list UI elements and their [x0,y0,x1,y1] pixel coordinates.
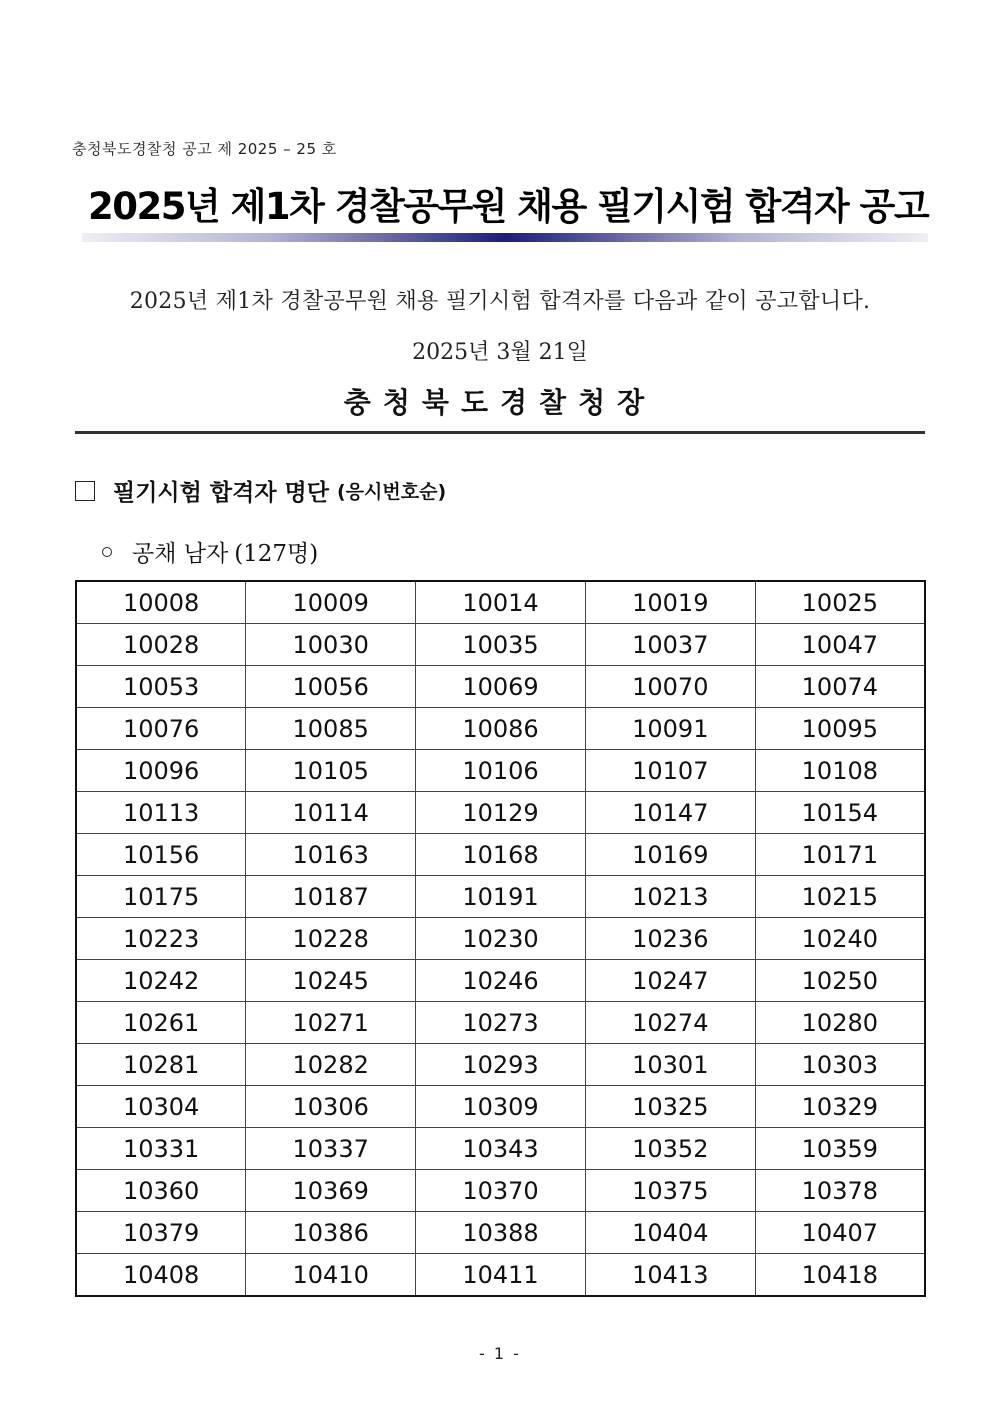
exam-number-cell: 10147 [585,792,755,834]
exam-number-cell: 10215 [755,876,925,918]
exam-number-cell: 10009 [246,581,416,624]
exam-number-cell: 10095 [755,708,925,750]
title-underline [82,233,928,242]
exam-number-cell: 10191 [416,876,586,918]
group-heading [102,535,318,568]
table-row [76,708,925,750]
exam-number-cell: 10230 [416,918,586,960]
exam-number-cell: 10047 [755,624,925,666]
exam-number-cell: 10282 [246,1044,416,1086]
exam-number-cell: 10293 [416,1044,586,1086]
exam-number-cell: 10245 [246,960,416,1002]
exam-number-cell: 10086 [416,708,586,750]
exam-number-cell: 10223 [76,918,246,960]
table-row [76,792,925,834]
exam-number-cell: 10085 [246,708,416,750]
table-row [76,960,925,1002]
exam-number-cell: 10240 [755,918,925,960]
exam-number-cell: 10375 [585,1170,755,1212]
exam-number-cell: 10069 [416,666,586,708]
exam-number-cell: 10228 [246,918,416,960]
table-row [76,1002,925,1044]
exam-number-cell: 10408 [76,1254,246,1297]
results-table [75,580,926,1297]
exam-number-cell: 10352 [585,1128,755,1170]
section-heading-text: 필기시험 합격자 명단 [113,480,329,506]
exam-number-cell: 10242 [76,960,246,1002]
exam-number-cell: 10404 [585,1212,755,1254]
exam-number-cell: 10370 [416,1170,586,1212]
exam-number-cell: 10129 [416,792,586,834]
exam-number-cell: 10025 [755,581,925,624]
exam-number-cell: 10171 [755,834,925,876]
page-number: - 1 - [479,1344,521,1363]
issuer-name: 충청북도경찰청장 [343,386,657,419]
exam-number-cell: 10274 [585,1002,755,1044]
exam-number-cell: 10418 [755,1254,925,1297]
exam-number-cell: 10030 [246,624,416,666]
table-row [76,918,925,960]
exam-number-cell: 10247 [585,960,755,1002]
intro-text: 2025년 제1차 경찰공무원 채용 필기시험 합격자를 다음과 같이 공고합니다. [129,289,871,314]
results-table-container [75,580,926,1297]
exam-number-cell: 10108 [755,750,925,792]
exam-number-cell: 10053 [76,666,246,708]
exam-number-cell: 10074 [755,666,925,708]
exam-number-cell: 10035 [416,624,586,666]
section-heading [75,474,446,507]
exam-number-cell: 10411 [416,1254,586,1297]
exam-number-cell: 10378 [755,1170,925,1212]
table-row [76,1212,925,1254]
exam-number-cell: 10359 [755,1128,925,1170]
exam-number-cell: 10261 [76,1002,246,1044]
exam-number-cell: 10014 [416,581,586,624]
table-row [76,1254,925,1297]
exam-number-cell: 10369 [246,1170,416,1212]
table-row [76,1170,925,1212]
exam-number-cell: 10250 [755,960,925,1002]
exam-number-cell: 10281 [76,1044,246,1086]
table-row [76,624,925,666]
table-row [76,1044,925,1086]
exam-number-cell: 10037 [585,624,755,666]
exam-number-cell: 10325 [585,1086,755,1128]
exam-number-cell: 10303 [755,1044,925,1086]
notice-number: 충청북도경찰청 공고 제 2025 – 25 호 [72,140,337,158]
exam-number-cell: 10360 [76,1170,246,1212]
results-table-body [76,581,925,1296]
group-label: 공채 남자 [132,541,229,567]
exam-number-cell: 10280 [755,1002,925,1044]
exam-number-cell: 10304 [76,1086,246,1128]
circle-bullet-icon [102,547,112,557]
section-subheading: (응시번호순) [336,481,447,503]
exam-number-cell: 10019 [585,581,755,624]
table-row [76,1086,925,1128]
table-row [76,581,925,624]
exam-number-cell: 10301 [585,1044,755,1086]
exam-number-cell: 10107 [585,750,755,792]
exam-number-cell: 10236 [585,918,755,960]
exam-number-cell: 10309 [416,1086,586,1128]
exam-number-cell: 10273 [416,1002,586,1044]
exam-number-cell: 10091 [585,708,755,750]
table-row [76,1128,925,1170]
exam-number-cell: 10114 [246,792,416,834]
exam-number-cell: 10187 [246,876,416,918]
exam-number-cell: 10271 [246,1002,416,1044]
section-divider [75,431,925,434]
exam-number-cell: 10246 [416,960,586,1002]
exam-number-cell: 10156 [76,834,246,876]
exam-number-cell: 10175 [76,876,246,918]
exam-number-cell: 10413 [585,1254,755,1297]
announcement-date: 2025년 3월 21일 [412,340,588,365]
exam-number-cell: 10028 [76,624,246,666]
group-count: (127명) [234,541,319,567]
exam-number-cell: 10096 [76,750,246,792]
table-row [76,750,925,792]
exam-number-cell: 10329 [755,1086,925,1128]
exam-number-cell: 10386 [246,1212,416,1254]
exam-number-cell: 10343 [416,1128,586,1170]
exam-number-cell: 10331 [76,1128,246,1170]
exam-number-cell: 10407 [755,1212,925,1254]
exam-number-cell: 10113 [76,792,246,834]
exam-number-cell: 10410 [246,1254,416,1297]
exam-number-cell: 10168 [416,834,586,876]
table-row [76,876,925,918]
exam-number-cell: 10076 [76,708,246,750]
exam-number-cell: 10056 [246,666,416,708]
table-row [76,666,925,708]
exam-number-cell: 10388 [416,1212,586,1254]
table-row [76,834,925,876]
exam-number-cell: 10106 [416,750,586,792]
exam-number-cell: 10337 [246,1128,416,1170]
exam-number-cell: 10070 [585,666,755,708]
exam-number-cell: 10379 [76,1212,246,1254]
page-title: 2025년 제1차 경찰공무원 채용 필기시험 합격자 공고 [88,185,929,228]
checkbox-icon [75,481,95,501]
exam-number-cell: 10105 [246,750,416,792]
exam-number-cell: 10008 [76,581,246,624]
exam-number-cell: 10306 [246,1086,416,1128]
exam-number-cell: 10213 [585,876,755,918]
exam-number-cell: 10154 [755,792,925,834]
exam-number-cell: 10163 [246,834,416,876]
exam-number-cell: 10169 [585,834,755,876]
